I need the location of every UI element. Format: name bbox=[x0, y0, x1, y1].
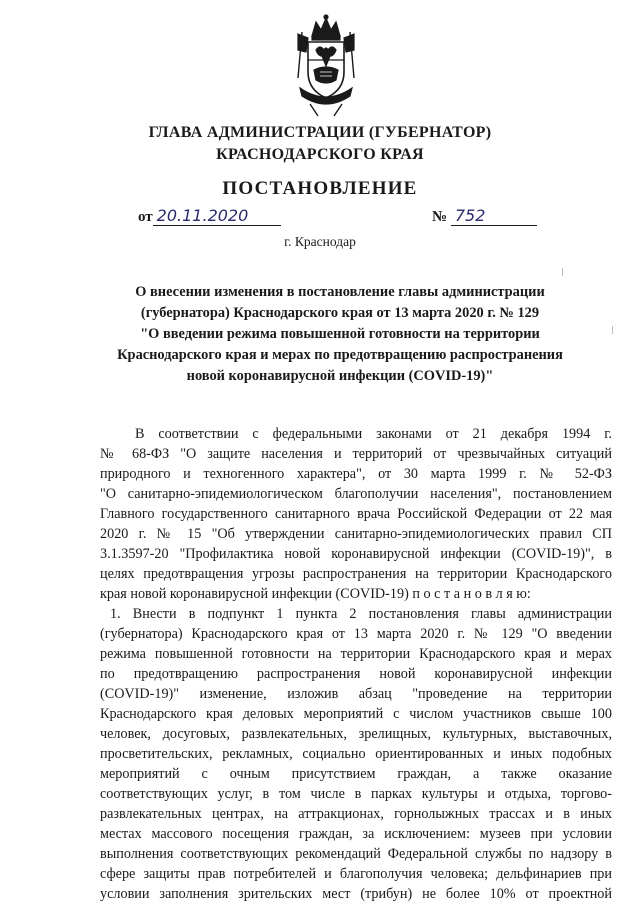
body-line: (губернатора) Краснодарского края от 13 марта 2020 г. № 129 "О введении bbox=[100, 626, 612, 642]
scan-mark bbox=[612, 326, 613, 334]
body-line: 2020 г. № 15 "Об утверждении санитарно-эпидемиологических правил СП bbox=[100, 526, 612, 542]
body-line: природного и техногенного характера", от 30 марта 1999 г. № 52-ФЗ bbox=[100, 466, 612, 482]
scan-mark bbox=[562, 268, 563, 276]
handwritten-number: 752 bbox=[451, 206, 537, 226]
number-field bbox=[432, 206, 537, 226]
number-prefix: № bbox=[432, 209, 448, 225]
document-type-heading: ПОСТАНОВЛЕНИЕ bbox=[222, 178, 418, 199]
body-line: Краснодарского края деловых мероприятий с числом участников свыше 100 bbox=[100, 706, 612, 722]
body-line: соответствующих услуг, в том числе в парках культуры и отдыха, торгово- bbox=[100, 786, 612, 802]
date-prefix: от bbox=[138, 209, 153, 225]
coat-of-arms-icon bbox=[290, 14, 362, 118]
body-line: мероприятий с очным присутствием граждан, а также оказание bbox=[100, 766, 612, 782]
authority-line-1: ГЛАВА АДМИНИСТРАЦИИ (ГУБЕРНАТОР) bbox=[148, 124, 492, 141]
body-line: человек, досуговых, развлекательных, зрелищных, культурных, выставочных, bbox=[100, 726, 612, 742]
body-line: 3.1.3597-20 "Профилактика новой коронавирусной инфекции (COVID-19)", в bbox=[100, 546, 612, 562]
authority-line-2: КРАСНОДАРСКОГО КРАЯ bbox=[216, 146, 424, 163]
title-line: (губернатора) Краснодарского края от 13 марта 2020 г. № 129 bbox=[140, 305, 540, 321]
body-line: Главного государственного санитарного врача Российской Федерации от 22 мая bbox=[100, 506, 612, 522]
body-line: местах массового посещения граждан, за исключением: музеев при условии bbox=[100, 826, 612, 842]
body-line: режима повышенной готовности на территории Краснодарского края и мерах bbox=[100, 646, 612, 662]
body-line: по предотвращению распространения новой коронавирусной инфекции bbox=[100, 666, 612, 682]
body-line: (COVID-19)" изменение, изложив абзац "проведение на территории bbox=[100, 686, 612, 702]
body-line: выполнения соответствующих рекомендаций Федеральной службы по надзору в bbox=[100, 846, 612, 862]
body-line: развлекательных центрах, на аттракционах, горнолыжных трассах и в иных bbox=[100, 806, 612, 822]
title-line: Краснодарского края и мерах по предотвращению распространения bbox=[117, 347, 563, 363]
title-line: "О введении режима повышенной готовности на территории bbox=[140, 326, 540, 342]
date-field bbox=[138, 206, 281, 226]
body-line: "О санитарно-эпидемиологическом благополучии населения", постановлением bbox=[100, 486, 612, 502]
body-line: целях предотвращения угрозы распространения на территории Краснодарского bbox=[100, 566, 612, 582]
title-line: новой коронавирусной инфекции (COVID-19)" bbox=[186, 368, 494, 384]
body-line: № 68-ФЗ "О защите населения и территорий от чрезвычайных ситуаций bbox=[100, 446, 612, 462]
handwritten-date: 20.11.2020 bbox=[153, 206, 281, 226]
body-line: 1. Внести в подпункт 1 пункта 2 постановления главы администрации bbox=[110, 606, 612, 622]
title-line: О внесении изменения в постановление главы администрации bbox=[135, 284, 545, 300]
body-line: просветительских, рекламных, социально ориентированных и иных подобных bbox=[100, 746, 612, 762]
body-line: сфере защиты прав потребителей и благополучия человека; дельфинариев при bbox=[100, 866, 612, 882]
body-line: В соответствии с федеральными законами от 21 декабря 1994 г. bbox=[135, 426, 612, 442]
city-line: г. Краснодар bbox=[284, 234, 356, 249]
body-line: условии заполнения зрительских мест (трибун) не более 10% от проектной bbox=[100, 886, 612, 902]
body-line: края новой коронавирусной инфекции (COVID-19) п о с т а н о в л я ю: bbox=[100, 586, 531, 602]
